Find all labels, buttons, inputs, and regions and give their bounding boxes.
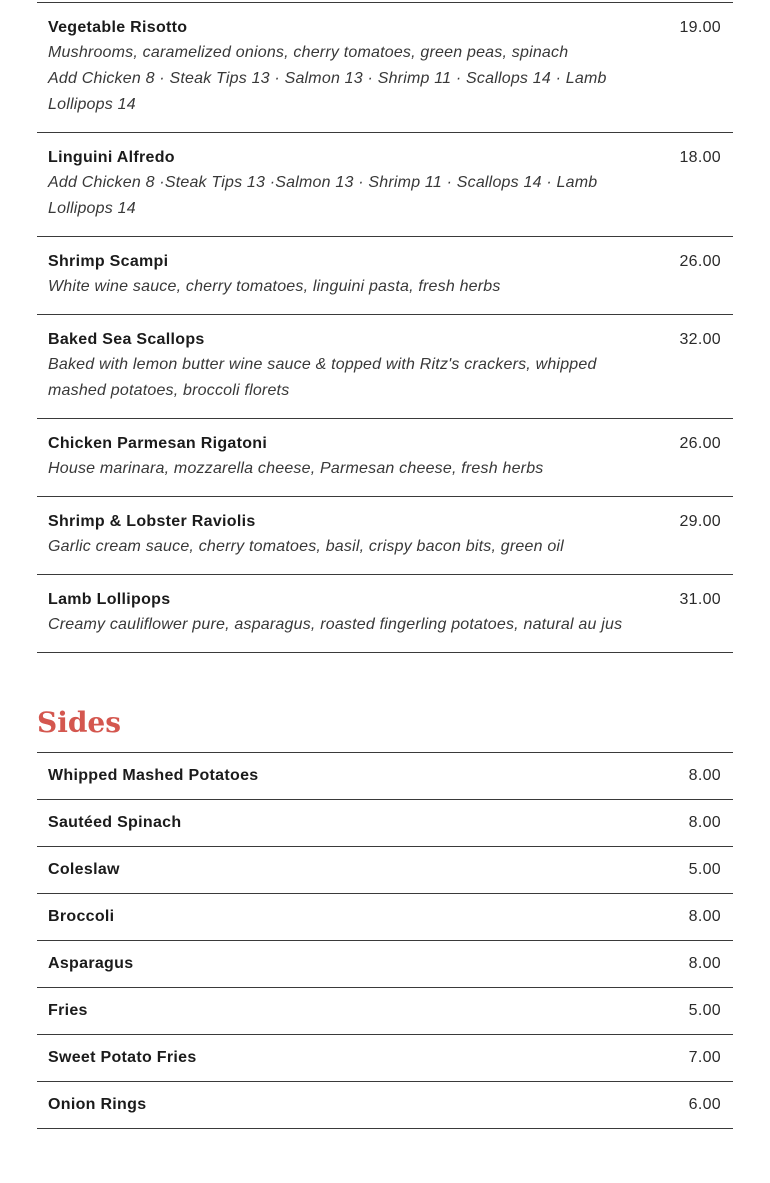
item-price: 8.00 <box>688 767 721 784</box>
item-price: 18.00 <box>679 149 721 166</box>
item-name: Linguini Alfredo <box>48 149 175 166</box>
item-description <box>48 170 648 222</box>
menu-item-header <box>48 16 721 40</box>
item-price: 8.00 <box>688 908 721 925</box>
menu-item-header <box>48 1047 721 1068</box>
item-price: 31.00 <box>679 591 721 608</box>
item-price: 19.00 <box>679 19 721 36</box>
sides-section <box>37 707 733 1129</box>
menu-item-row <box>37 893 733 940</box>
menu-item-row <box>37 314 733 418</box>
menu-item-header <box>48 1000 721 1021</box>
entrees-list <box>37 2 733 653</box>
item-description <box>48 40 648 118</box>
menu-item-header <box>48 812 721 833</box>
menu-item-header <box>48 859 721 880</box>
item-description-line: Garlic cream sauce, cherry tomatoes, basil, crispy bacon bits, green oil <box>48 538 564 555</box>
item-name: Onion Rings <box>48 1096 147 1113</box>
item-description-line: Creamy cauliflower pure, asparagus, roasted fingerling potatoes, natural au jus <box>48 616 623 633</box>
item-description-line: Add Chicken 8 · Steak Tips 13 · Salmon 13 · Shrimp 11 · Scallops 14 · Lamb Lollipops 14 <box>48 70 607 113</box>
menu-item-header <box>48 765 721 786</box>
menu-item-row <box>37 132 733 236</box>
item-price: 6.00 <box>688 1096 721 1113</box>
menu-item-header <box>48 588 721 612</box>
item-price: 29.00 <box>679 513 721 530</box>
item-price: 5.00 <box>688 1002 721 1019</box>
item-name: Vegetable Risotto <box>48 19 188 36</box>
item-description-line: Mushrooms, caramelized onions, cherry tomatoes, green peas, spinach <box>48 44 569 61</box>
menu-item-row <box>37 496 733 574</box>
item-price: 26.00 <box>679 253 721 270</box>
item-name: Sweet Potato Fries <box>48 1049 197 1066</box>
menu-item-header <box>48 328 721 352</box>
menu-item-row <box>37 799 733 846</box>
item-price: 7.00 <box>688 1049 721 1066</box>
menu-item-row <box>37 846 733 893</box>
item-description <box>48 352 648 404</box>
menu-item-header <box>48 146 721 170</box>
item-price: 8.00 <box>688 955 721 972</box>
sides-list <box>37 752 733 1129</box>
menu-item-row <box>37 940 733 987</box>
item-name: Baked Sea Scallops <box>48 331 205 348</box>
menu-item-row <box>37 1034 733 1081</box>
item-description <box>48 274 648 300</box>
item-price: 8.00 <box>688 814 721 831</box>
item-name: Whipped Mashed Potatoes <box>48 767 259 784</box>
item-name: Broccoli <box>48 908 115 925</box>
sides-section-title: Sides <box>37 706 122 739</box>
item-name: Chicken Parmesan Rigatoni <box>48 435 268 452</box>
item-name: Shrimp Scampi <box>48 253 169 270</box>
menu-item-row <box>37 2 733 132</box>
menu-item-header <box>48 250 721 274</box>
item-description-line: White wine sauce, cherry tomatoes, linguini pasta, fresh herbs <box>48 278 501 295</box>
item-description-line: Baked with lemon butter wine sauce & topped with Ritz's crackers, whipped mashed potatoes, broccoli florets <box>48 356 597 399</box>
item-price: 5.00 <box>688 861 721 878</box>
item-description <box>48 612 648 638</box>
item-name: Fries <box>48 1002 88 1019</box>
menu-item-header <box>48 1094 721 1115</box>
item-price: 32.00 <box>679 331 721 348</box>
item-name: Coleslaw <box>48 861 120 878</box>
menu-item-header <box>48 432 721 456</box>
item-name: Shrimp & Lobster Raviolis <box>48 513 256 530</box>
menu-item-row <box>37 752 733 799</box>
item-name: Asparagus <box>48 955 134 972</box>
entrees-section <box>37 2 733 653</box>
item-description <box>48 534 648 560</box>
menu-item-header <box>48 906 721 927</box>
item-description-line: House marinara, mozzarella cheese, Parmesan cheese, fresh herbs <box>48 460 544 477</box>
menu-item-row <box>37 987 733 1034</box>
menu-item-row <box>37 574 733 652</box>
menu-item-row <box>37 418 733 496</box>
item-description <box>48 456 648 482</box>
item-name: Sautéed Spinach <box>48 814 182 831</box>
item-name: Lamb Lollipops <box>48 591 171 608</box>
menu-item-row <box>37 236 733 314</box>
item-description-line: Add Chicken 8 ·Steak Tips 13 ·Salmon 13 · Shrimp 11 · Scallops 14 · Lamb Lollipops 14 <box>48 174 598 217</box>
item-price: 26.00 <box>679 435 721 452</box>
menu-item-row <box>37 1081 733 1128</box>
menu-item-header <box>48 953 721 974</box>
menu-item-header <box>48 510 721 534</box>
